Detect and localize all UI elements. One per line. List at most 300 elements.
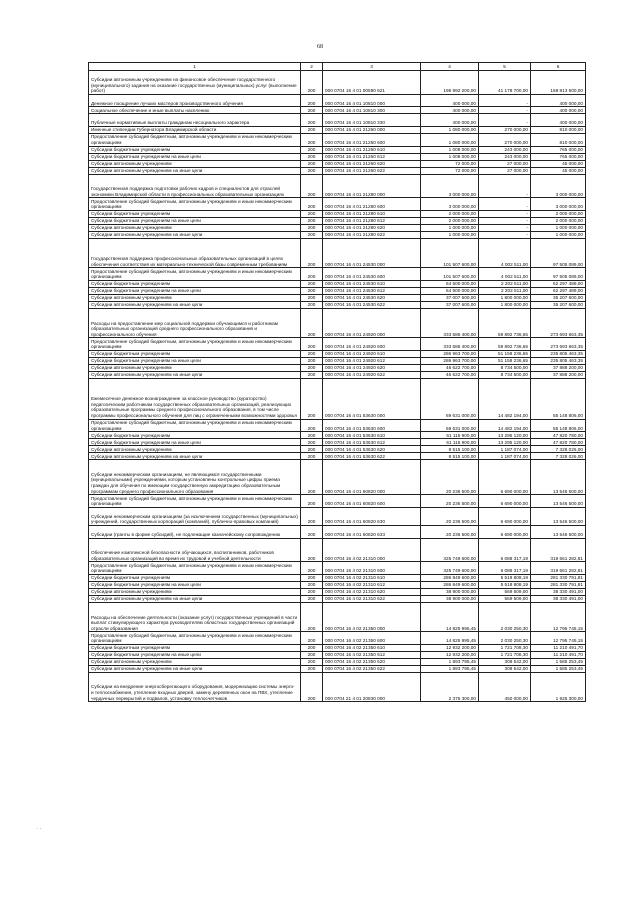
row-remaining-amount-cell: 55 148 806,00 bbox=[531, 419, 586, 432]
row-remaining-amount-cell: 1 000 000,00 bbox=[531, 231, 586, 238]
row-remaining-amount-cell: 55 148 806,00 bbox=[531, 378, 586, 419]
row-line-code-cell: 200 bbox=[301, 371, 323, 378]
row-name-cell: Субсидии (гранты в форме субсидий), не подлежащие казначейскому сопровождению bbox=[89, 525, 301, 538]
row-budget-code-cell: 000 0704 16 4 01 21280 600 bbox=[323, 198, 421, 211]
row-name-cell: Государственная поддержка подготовки рабочих кадров и специалистов для отраслей экономики Владимирской области в профессиональных образовательных организациях bbox=[89, 174, 301, 198]
row-approved-amount-cell: 101 507 600,00 bbox=[421, 268, 479, 281]
row-budget-code-cell: 000 0704 16 4 01 24920 600 bbox=[323, 338, 421, 351]
row-budget-code-cell: 000 0704 16 4 01 10810 000 bbox=[323, 94, 421, 107]
table-row bbox=[89, 595, 586, 602]
row-name-cell: Субсидии бюджетным учреждениям bbox=[89, 146, 301, 153]
row-remaining-amount-cell: 1 000 000,00 bbox=[531, 224, 586, 231]
row-approved-amount-cell: 286 963 700,00 bbox=[421, 350, 479, 357]
table-row bbox=[89, 378, 586, 419]
row-remaining-amount-cell: 158 813 500,00 bbox=[531, 71, 586, 95]
table-row bbox=[89, 217, 586, 224]
row-approved-amount-cell: 400 000,00 bbox=[421, 107, 479, 114]
row-name-cell: Субсидии бюджетным учреждениям bbox=[89, 574, 301, 581]
table-row bbox=[89, 672, 586, 701]
table-row bbox=[89, 371, 586, 378]
row-line-code-cell: 200 bbox=[301, 114, 323, 127]
row-executed-amount-cell: 1 800 000,00 bbox=[479, 301, 531, 308]
row-executed-amount-cell: 4 002 511,00 bbox=[479, 238, 531, 267]
row-remaining-amount-cell: 38 330 491,00 bbox=[531, 595, 586, 602]
row-name-cell: Субсидии автономным учреждениям bbox=[89, 658, 301, 665]
table-row bbox=[89, 432, 586, 439]
row-remaining-amount-cell: 13 546 500,00 bbox=[531, 507, 586, 525]
table-row bbox=[89, 350, 586, 357]
row-budget-code-cell: 000 0704 16 4 01 21260 620 bbox=[323, 160, 421, 167]
row-remaining-amount-cell: 97 505 089,00 bbox=[531, 268, 586, 281]
row-approved-amount-cell: 37 007 600,00 bbox=[421, 294, 479, 301]
row-line-code-cell: 200 bbox=[301, 538, 323, 562]
row-name-cell: Предоставление субсидий бюджетным, автономным учреждениям и иным некоммерческим организациям bbox=[89, 133, 301, 146]
row-executed-amount-cell: 2 202 511,00 bbox=[479, 280, 531, 287]
row-executed-amount-cell: - bbox=[479, 224, 531, 231]
table-row bbox=[89, 126, 586, 133]
row-remaining-amount-cell: 1 925 300,00 bbox=[531, 672, 586, 701]
row-budget-code-cell: 000 0704 16 4 01 24920 622 bbox=[323, 371, 421, 378]
row-approved-amount-cell: 46 622 700,00 bbox=[421, 364, 479, 371]
row-remaining-amount-cell: 97 505 089,00 bbox=[531, 238, 586, 267]
row-remaining-amount-cell: 45 000,00 bbox=[531, 160, 586, 167]
row-line-code-cell: 200 bbox=[301, 224, 323, 231]
row-budget-code-cell: 000 0704 16 4 02 21310 620 bbox=[323, 588, 421, 595]
row-approved-amount-cell: 1 008 000,00 bbox=[421, 153, 479, 160]
row-name-cell: Именные стипендии Губернатора Владимирской области bbox=[89, 126, 301, 133]
row-line-code-cell: 200 bbox=[301, 364, 323, 371]
row-approved-amount-cell: 286 963 700,00 bbox=[421, 357, 479, 364]
row-budget-code-cell: 000 0704 16 4 01 21280 000 bbox=[323, 174, 421, 198]
header-row bbox=[89, 63, 586, 71]
row-budget-code-cell: 000 0704 16 4 02 21350 612 bbox=[323, 651, 421, 658]
row-budget-code-cell: 000 0704 16 4 02 21310 612 bbox=[323, 581, 421, 588]
row-executed-amount-cell: 6 690 000,00 bbox=[479, 495, 531, 508]
row-executed-amount-cell: 308 542,00 bbox=[479, 658, 531, 665]
row-budget-code-cell: 000 0704 16 4 02 21310 600 bbox=[323, 562, 421, 575]
row-remaining-amount-cell: 13 546 500,00 bbox=[531, 495, 586, 508]
row-executed-amount-cell: 6 690 000,00 bbox=[479, 460, 531, 495]
table-row bbox=[89, 224, 586, 231]
row-name-cell: Субсидии бюджетным учреждениям bbox=[89, 350, 301, 357]
row-line-code-cell: 200 bbox=[301, 294, 323, 301]
row-line-code-cell: 200 bbox=[301, 378, 323, 419]
row-line-code-cell: 200 bbox=[301, 562, 323, 575]
table-row bbox=[89, 294, 586, 301]
row-line-code-cell: 200 bbox=[301, 71, 323, 95]
row-executed-amount-cell: 1 800 000,00 bbox=[479, 294, 531, 301]
table-row bbox=[89, 268, 586, 281]
row-budget-code-cell: 000 0704 21 4 01 20830 000 bbox=[323, 672, 421, 701]
row-budget-code-cell: 000 0704 16 4 02 21350 000 bbox=[323, 602, 421, 631]
table-row bbox=[89, 658, 586, 665]
table-row bbox=[89, 114, 586, 127]
row-approved-amount-cell: 1 080 000,00 bbox=[421, 133, 479, 146]
row-name-cell: Субсидии бюджетным учреждениям bbox=[89, 644, 301, 651]
row-budget-code-cell: 000 0704 16 4 01 53630 600 bbox=[323, 419, 421, 432]
row-name-cell: Субсидии бюджетным учреждениям на иные цели bbox=[89, 357, 301, 364]
row-name-cell: Субсидии автономным учреждениям bbox=[89, 160, 301, 167]
row-name-cell: Субсидии некоммерческим организациям (за исключением государственных (муниципальных) учреждений, государственных корпораций (компаний), публично-правовых компаний) bbox=[89, 507, 301, 525]
row-approved-amount-cell: 46 622 700,00 bbox=[421, 371, 479, 378]
table-row bbox=[89, 231, 586, 238]
column-header: 4 bbox=[421, 63, 479, 71]
row-line-code-cell: 200 bbox=[301, 453, 323, 460]
row-approved-amount-cell: 20 236 500,00 bbox=[421, 507, 479, 525]
row-approved-amount-cell: 325 749 600,00 bbox=[421, 562, 479, 575]
row-executed-amount-cell: 8 734 500,00 bbox=[479, 364, 531, 371]
row-executed-amount-cell: 59 892 736,65 bbox=[479, 338, 531, 351]
row-budget-code-cell: 000 0704 16 4 01 21280 622 bbox=[323, 231, 421, 238]
row-executed-amount-cell: - bbox=[479, 198, 531, 211]
row-approved-amount-cell: 69 631 000,00 bbox=[421, 378, 479, 419]
table-row bbox=[89, 439, 586, 446]
row-budget-code-cell: 000 0704 16 4 01 24530 000 bbox=[323, 238, 421, 267]
row-name-cell: Субсидии автономным учреждениям на иные цели bbox=[89, 453, 301, 460]
row-remaining-amount-cell: 11 210 491,70 bbox=[531, 644, 586, 651]
row-name-cell: Субсидии автономным учреждениям bbox=[89, 224, 301, 231]
row-name-cell: Субсидии автономным учреждениям bbox=[89, 364, 301, 371]
row-line-code-cell: 200 bbox=[301, 350, 323, 357]
row-executed-amount-cell: 1 187 074,00 bbox=[479, 446, 531, 453]
row-budget-code-cell: 000 0704 16 4 01 24530 612 bbox=[323, 287, 421, 294]
row-approved-amount-cell: 37 007 600,00 bbox=[421, 301, 479, 308]
row-executed-amount-cell: - bbox=[479, 174, 531, 198]
row-line-code-cell: 200 bbox=[301, 126, 323, 133]
row-name-cell: Субсидии автономным учреждениям на иные цели bbox=[89, 231, 301, 238]
row-line-code-cell: 200 bbox=[301, 658, 323, 665]
row-budget-code-cell: 000 0704 16 4 01 24530 610 bbox=[323, 280, 421, 287]
row-line-code-cell: 200 bbox=[301, 632, 323, 645]
row-executed-amount-cell: 1 187 074,00 bbox=[479, 453, 531, 460]
row-name-cell: Субсидии бюджетным учреждениям на иные цели bbox=[89, 217, 301, 224]
row-budget-code-cell: 000 0704 16 4 02 21310 610 bbox=[323, 574, 421, 581]
row-approved-amount-cell: 69 631 000,00 bbox=[421, 419, 479, 432]
table-row bbox=[89, 446, 586, 453]
row-line-code-cell: 200 bbox=[301, 651, 323, 658]
row-line-code-cell: 200 bbox=[301, 167, 323, 174]
table-row bbox=[89, 153, 586, 160]
table-row bbox=[89, 581, 586, 588]
row-line-code-cell: 200 bbox=[301, 280, 323, 287]
row-remaining-amount-cell: 13 546 500,00 bbox=[531, 525, 586, 538]
row-line-code-cell: 200 bbox=[301, 231, 323, 238]
row-remaining-amount-cell: 2 000 000,00 bbox=[531, 210, 586, 217]
row-name-cell: Субсидии автономным учреждениям bbox=[89, 588, 301, 595]
row-approved-amount-cell: 1 000 000,00 bbox=[421, 231, 479, 238]
row-executed-amount-cell: 13 295 120,00 bbox=[479, 439, 531, 446]
row-executed-amount-cell: 14 482 194,00 bbox=[479, 419, 531, 432]
row-line-code-cell: 200 bbox=[301, 602, 323, 631]
row-remaining-amount-cell: 3 000 000,00 bbox=[531, 174, 586, 198]
row-line-code-cell: 200 bbox=[301, 672, 323, 701]
row-name-cell: Предоставление субсидий бюджетным, автономным учреждениям и иным некоммерческим организациям bbox=[89, 198, 301, 211]
row-name-cell: Субсидии бюджетным учреждениям bbox=[89, 280, 301, 287]
row-remaining-amount-cell: 7 328 026,00 bbox=[531, 453, 586, 460]
table-row bbox=[89, 71, 586, 95]
table-row bbox=[89, 301, 586, 308]
row-budget-code-cell: 000 0704 16 4 01 21260 612 bbox=[323, 153, 421, 160]
row-name-cell: Расходы на обеспечение деятельности (оказание услуг) государственных учреждений в части выплат стимулирующего характера руководителям областных государственных организаций отрасли образования bbox=[89, 602, 301, 631]
row-remaining-amount-cell: 45 000,00 bbox=[531, 167, 586, 174]
table-row bbox=[89, 588, 586, 595]
row-approved-amount-cell: 20 236 500,00 bbox=[421, 525, 479, 538]
row-name-cell: Субсидии автономным учреждениям на иные цели bbox=[89, 665, 301, 672]
row-approved-amount-cell: 1 893 795,45 bbox=[421, 658, 479, 665]
scan-margin-marks: · · bbox=[36, 826, 42, 832]
row-remaining-amount-cell: 319 661 282,81 bbox=[531, 538, 586, 562]
row-approved-amount-cell: 101 507 600,00 bbox=[421, 238, 479, 267]
row-budget-code-cell: 000 0704 16 4 01 24920 610 bbox=[323, 350, 421, 357]
row-name-cell: Предоставление субсидий бюджетным, автономным учреждениям и иным некоммерческим организациям bbox=[89, 338, 301, 351]
table-row bbox=[89, 507, 586, 525]
table-row bbox=[89, 357, 586, 364]
row-budget-code-cell: 000 0704 16 4 01 60820 633 bbox=[323, 525, 421, 538]
row-budget-code-cell: 000 0704 16 4 01 53630 000 bbox=[323, 378, 421, 419]
row-line-code-cell: 200 bbox=[301, 153, 323, 160]
table-row bbox=[89, 562, 586, 575]
row-executed-amount-cell: 270 000,00 bbox=[479, 133, 531, 146]
row-remaining-amount-cell: 12 795 745,15 bbox=[531, 602, 586, 631]
row-line-code-cell: 200 bbox=[301, 644, 323, 651]
row-line-code-cell: 200 bbox=[301, 419, 323, 432]
row-remaining-amount-cell: 35 207 600,00 bbox=[531, 294, 586, 301]
row-approved-amount-cell: 61 115 900,00 bbox=[421, 439, 479, 446]
row-approved-amount-cell: 1 000 000,00 bbox=[421, 224, 479, 231]
row-line-code-cell: 200 bbox=[301, 574, 323, 581]
row-budget-code-cell: 000 0704 16 4 01 24530 620 bbox=[323, 294, 421, 301]
row-executed-amount-cell: - bbox=[479, 107, 531, 114]
row-line-code-cell: 200 bbox=[301, 198, 323, 211]
row-line-code-cell: 200 bbox=[301, 268, 323, 281]
row-executed-amount-cell: 51 158 236,65 bbox=[479, 350, 531, 357]
row-budget-code-cell: 000 0704 16 4 01 53630 610 bbox=[323, 432, 421, 439]
row-name-cell: Субсидии некоммерческим организациям, не являющимся государственными (муниципальными) учреждениями, которым установлены контрольные цифры приема граждан для обучения по имеющим государственную аккредитацию образовательным программам среднего профессионального образования bbox=[89, 460, 301, 495]
row-name-cell: Субсидии автономным учреждениям на иные цели bbox=[89, 167, 301, 174]
row-approved-amount-cell: 286 849 600,00 bbox=[421, 581, 479, 588]
row-approved-amount-cell: 72 000,00 bbox=[421, 160, 479, 167]
row-remaining-amount-cell: 810 000,00 bbox=[531, 133, 586, 146]
table-row bbox=[89, 574, 586, 581]
row-line-code-cell: 200 bbox=[301, 133, 323, 146]
row-name-cell: Субсидии бюджетным учреждениям на иные цели bbox=[89, 439, 301, 446]
row-executed-amount-cell: 569 509,00 bbox=[479, 595, 531, 602]
table-row bbox=[89, 287, 586, 294]
row-name-cell: Субсидии автономным учреждениям на иные цели bbox=[89, 301, 301, 308]
table-row bbox=[89, 460, 586, 495]
row-line-code-cell: 200 bbox=[301, 525, 323, 538]
table-row bbox=[89, 174, 586, 198]
row-line-code-cell: 200 bbox=[301, 94, 323, 107]
row-executed-amount-cell: - bbox=[479, 210, 531, 217]
table-row bbox=[89, 538, 586, 562]
row-budget-code-cell: 000 0704 16 4 01 60820 630 bbox=[323, 507, 421, 525]
row-approved-amount-cell: 8 515 100,00 bbox=[421, 453, 479, 460]
row-approved-amount-cell: 333 586 400,00 bbox=[421, 308, 479, 337]
row-budget-code-cell: 000 0704 16 4 01 24920 612 bbox=[323, 357, 421, 364]
row-budget-code-cell: 000 0704 16 4 01 53630 612 bbox=[323, 439, 421, 446]
column-header: 1 bbox=[89, 63, 301, 71]
row-approved-amount-cell: 325 749 600,00 bbox=[421, 538, 479, 562]
row-name-cell: Расходы на предоставление мер социальной поддержки обучающимся и работникам образовательных организаций среднего профессионального образования и профессионального обучения bbox=[89, 308, 301, 337]
row-remaining-amount-cell: 235 805 463,35 bbox=[531, 350, 586, 357]
row-name-cell: Субсидии автономным учреждениям на иные цели bbox=[89, 371, 301, 378]
row-remaining-amount-cell: 319 661 282,81 bbox=[531, 562, 586, 575]
row-remaining-amount-cell: 62 297 489,00 bbox=[531, 287, 586, 294]
row-remaining-amount-cell: 37 888 200,00 bbox=[531, 371, 586, 378]
table-row bbox=[89, 238, 586, 267]
row-approved-amount-cell: 12 932 200,00 bbox=[421, 651, 479, 658]
row-line-code-cell: 200 bbox=[301, 507, 323, 525]
table-row bbox=[89, 198, 586, 211]
row-approved-amount-cell: 14 825 995,45 bbox=[421, 632, 479, 645]
row-executed-amount-cell: 569 509,00 bbox=[479, 588, 531, 595]
table-row bbox=[89, 419, 586, 432]
row-name-cell: Предоставление субсидий бюджетным, автономным учреждениям и иным некоммерческим организациям bbox=[89, 562, 301, 575]
row-approved-amount-cell: 64 500 000,00 bbox=[421, 287, 479, 294]
row-approved-amount-cell: 72 000,00 bbox=[421, 167, 479, 174]
table-row bbox=[89, 280, 586, 287]
row-budget-code-cell: 000 0704 16 4 02 21350 600 bbox=[323, 632, 421, 645]
row-executed-amount-cell: - bbox=[479, 114, 531, 127]
column-header: 5 bbox=[479, 63, 531, 71]
row-remaining-amount-cell: 273 693 663,35 bbox=[531, 338, 586, 351]
row-budget-code-cell: 000 0704 16 4 01 00590 621 bbox=[323, 71, 421, 95]
table-row bbox=[89, 644, 586, 651]
row-budget-code-cell: 000 0704 16 4 02 21350 622 bbox=[323, 665, 421, 672]
row-executed-amount-cell: 2 030 250,30 bbox=[479, 632, 531, 645]
row-name-cell: Субсидии автономным учреждениям bbox=[89, 294, 301, 301]
row-executed-amount-cell: 450 000,00 bbox=[479, 672, 531, 701]
row-name-cell: Субсидии автономным учреждениям bbox=[89, 446, 301, 453]
row-line-code-cell: 200 bbox=[301, 665, 323, 672]
row-executed-amount-cell: 1 721 708,30 bbox=[479, 644, 531, 651]
row-remaining-amount-cell: 62 297 489,00 bbox=[531, 280, 586, 287]
row-line-code-cell: 200 bbox=[301, 446, 323, 453]
table-row bbox=[89, 364, 586, 371]
table-row bbox=[89, 210, 586, 217]
row-budget-code-cell: 000 0704 16 4 01 24920 620 bbox=[323, 364, 421, 371]
row-line-code-cell: 200 bbox=[301, 301, 323, 308]
row-approved-amount-cell: 20 236 500,00 bbox=[421, 460, 479, 495]
row-budget-code-cell: 000 0704 16 4 02 21310 622 bbox=[323, 595, 421, 602]
row-budget-code-cell: 000 0704 16 4 01 10810 300 bbox=[323, 107, 421, 114]
row-executed-amount-cell: - bbox=[479, 217, 531, 224]
table-row bbox=[89, 525, 586, 538]
table-row bbox=[89, 651, 586, 658]
table-row bbox=[89, 146, 586, 153]
row-budget-code-cell: 000 0704 16 4 01 53630 622 bbox=[323, 453, 421, 460]
row-line-code-cell: 200 bbox=[301, 238, 323, 267]
row-approved-amount-cell: 3 000 000,00 bbox=[421, 198, 479, 211]
row-budget-code-cell: 000 0704 16 4 02 21310 000 bbox=[323, 538, 421, 562]
row-approved-amount-cell: 196 992 200,00 bbox=[421, 71, 479, 95]
row-line-code-cell: 200 bbox=[301, 338, 323, 351]
row-line-code-cell: 200 bbox=[301, 174, 323, 198]
row-budget-code-cell: 000 0704 16 4 01 21280 620 bbox=[323, 224, 421, 231]
row-executed-amount-cell: 2 030 250,30 bbox=[479, 602, 531, 631]
row-remaining-amount-cell: 765 000,00 bbox=[531, 146, 586, 153]
row-line-code-cell: 200 bbox=[301, 217, 323, 224]
row-budget-code-cell: 000 0704 16 4 01 21260 600 bbox=[323, 133, 421, 146]
row-remaining-amount-cell: 810 000,00 bbox=[531, 126, 586, 133]
row-executed-amount-cell: 27 000,00 bbox=[479, 167, 531, 174]
table-row bbox=[89, 632, 586, 645]
row-executed-amount-cell: 243 000,00 bbox=[479, 153, 531, 160]
row-executed-amount-cell: 2 202 511,00 bbox=[479, 287, 531, 294]
row-remaining-amount-cell: 37 888 200,00 bbox=[531, 364, 586, 371]
row-line-code-cell: 200 bbox=[301, 146, 323, 153]
row-remaining-amount-cell: 1 585 253,45 bbox=[531, 665, 586, 672]
row-executed-amount-cell: 243 000,00 bbox=[479, 146, 531, 153]
row-executed-amount-cell: 6 690 000,00 bbox=[479, 525, 531, 538]
row-line-code-cell: 200 bbox=[301, 107, 323, 114]
row-budget-code-cell: 000 0704 16 4 01 21280 612 bbox=[323, 217, 421, 224]
budget-table bbox=[88, 62, 586, 702]
row-approved-amount-cell: 64 500 000,00 bbox=[421, 280, 479, 287]
row-remaining-amount-cell: 281 330 791,81 bbox=[531, 581, 586, 588]
row-remaining-amount-cell: 47 820 780,00 bbox=[531, 432, 586, 439]
row-name-cell: Предоставление субсидий бюджетным, автономным учреждениям и иным некоммерческим организациям bbox=[89, 268, 301, 281]
row-executed-amount-cell: 51 158 236,65 bbox=[479, 357, 531, 364]
row-line-code-cell: 200 bbox=[301, 210, 323, 217]
row-line-code-cell: 200 bbox=[301, 432, 323, 439]
table-row bbox=[89, 602, 586, 631]
row-name-cell: Ежемесячное денежное вознаграждение за классное руководство (кураторство) педагогическим работникам государственных образовательных организаций, реализующих образовательные программы среднего профессионального образования, в том числе программы профессионального обучения для лиц с ограниченными возможностями здоровья bbox=[89, 378, 301, 419]
row-name-cell: Субсидии бюджетным учреждениям на иные цели bbox=[89, 287, 301, 294]
row-name-cell: Предоставление субсидий бюджетным, автономным учреждениям и иным некоммерческим организациям bbox=[89, 419, 301, 432]
row-approved-amount-cell: 38 900 000,00 bbox=[421, 595, 479, 602]
row-line-code-cell: 200 bbox=[301, 460, 323, 495]
row-executed-amount-cell: 14 482 194,00 bbox=[479, 378, 531, 419]
table-row bbox=[89, 453, 586, 460]
row-line-code-cell: 200 bbox=[301, 581, 323, 588]
row-name-cell: Субсидии бюджетным учреждениям bbox=[89, 210, 301, 217]
row-name-cell: Субсидии на внедрение энергосберегающего оборудования, модернизацию системы энерго- и теплоснабжения, утепление входных дверей, замену деревянных окон на ПВХ, утепление чердачных перекрытий и подвалов, установку теплосчетчиков bbox=[89, 672, 301, 701]
row-approved-amount-cell: 1 080 000,00 bbox=[421, 126, 479, 133]
row-remaining-amount-cell: 12 795 745,15 bbox=[531, 632, 586, 645]
row-line-code-cell: 200 bbox=[301, 287, 323, 294]
row-remaining-amount-cell: 765 000,00 bbox=[531, 153, 586, 160]
row-budget-code-cell: 000 0704 16 4 02 21350 610 bbox=[323, 644, 421, 651]
row-line-code-cell: 200 bbox=[301, 160, 323, 167]
row-remaining-amount-cell: 3 000 000,00 bbox=[531, 198, 586, 211]
row-budget-code-cell: 000 0704 16 4 01 21260 610 bbox=[323, 146, 421, 153]
row-name-cell: Предоставление субсидий бюджетным, автономным учреждениям и иным некоммерческим организациям bbox=[89, 495, 301, 508]
row-executed-amount-cell: - bbox=[479, 94, 531, 107]
row-name-cell: Обеспечение комплексной безопасности обучающихся, воспитанников, работников образовательных организаций во время их трудовой и учебной деятельности bbox=[89, 538, 301, 562]
row-remaining-amount-cell: 47 820 780,00 bbox=[531, 439, 586, 446]
column-header: 6 bbox=[531, 63, 586, 71]
table-row bbox=[89, 94, 586, 107]
row-executed-amount-cell: 13 295 120,00 bbox=[479, 432, 531, 439]
row-approved-amount-cell: 1 893 795,45 bbox=[421, 665, 479, 672]
row-approved-amount-cell: 2 000 000,00 bbox=[421, 210, 479, 217]
row-name-cell: Субсидии бюджетным учреждениям bbox=[89, 432, 301, 439]
row-remaining-amount-cell: 273 693 663,35 bbox=[531, 308, 586, 337]
row-budget-code-cell: 000 0704 16 4 01 21260 622 bbox=[323, 167, 421, 174]
row-approved-amount-cell: 400 000,00 bbox=[421, 94, 479, 107]
row-budget-code-cell: 000 0704 16 4 01 24530 600 bbox=[323, 268, 421, 281]
row-approved-amount-cell: 2 375 300,00 bbox=[421, 672, 479, 701]
row-line-code-cell: 200 bbox=[301, 439, 323, 446]
table-row bbox=[89, 167, 586, 174]
row-budget-code-cell: 000 0704 16 4 01 53630 620 bbox=[323, 446, 421, 453]
row-executed-amount-cell: 6 088 317,19 bbox=[479, 562, 531, 575]
row-approved-amount-cell: 38 900 000,00 bbox=[421, 588, 479, 595]
table-row bbox=[89, 160, 586, 167]
table-row bbox=[89, 338, 586, 351]
